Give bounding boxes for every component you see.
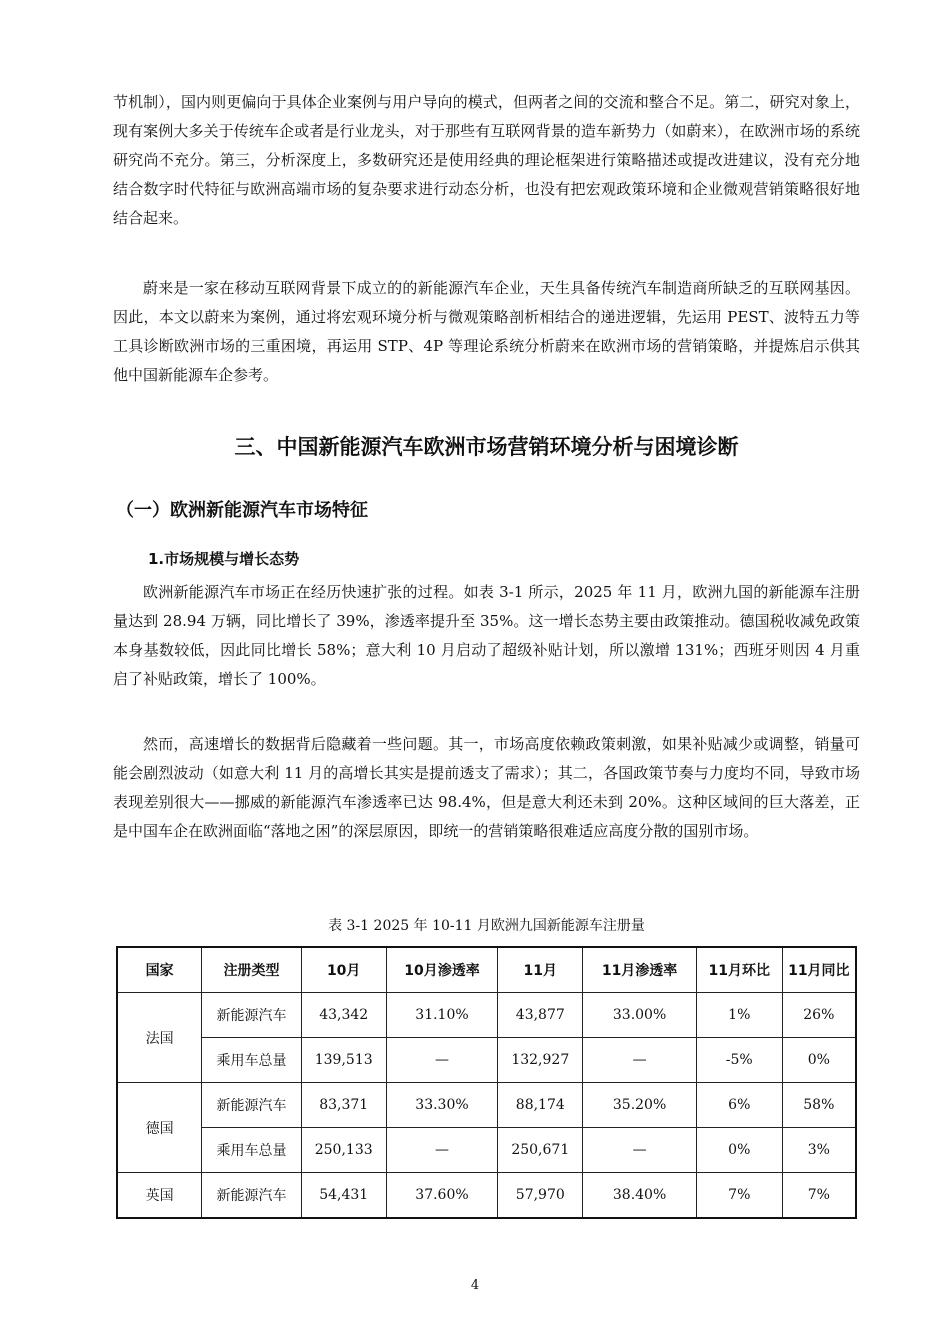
cell-oct: 139,513 — [301, 1038, 386, 1083]
subsubsection-heading: 1.市场规模与增长态势 — [148, 550, 300, 568]
section-heading: 三、中国新能源汽车欧洲市场营销环境分析与困境诊断 — [234, 435, 739, 459]
cell-country: 法国 — [117, 993, 202, 1083]
cell-nov-penetration: — — [583, 1128, 697, 1173]
cell-yoy: 58% — [782, 1083, 856, 1128]
cell-type: 乘用车总量 — [202, 1128, 302, 1173]
cell-nov-penetration: — — [583, 1038, 697, 1083]
header-nov-mom: 11月环比 — [696, 947, 782, 993]
cell-nov: 250,671 — [498, 1128, 583, 1173]
table-row — [117, 993, 856, 1038]
cell-type: 新能源汽车 — [202, 1173, 302, 1219]
cell-nov-penetration: 38.40% — [583, 1173, 697, 1219]
cell-oct-penetration: 33.30% — [386, 1083, 498, 1128]
cell-oct: 54,431 — [301, 1173, 386, 1219]
table-row — [117, 1173, 856, 1219]
cell-nov: 57,970 — [498, 1173, 583, 1219]
cell-mom: 7% — [696, 1173, 782, 1219]
table-caption: 表 3-1 2025 年 10-11 月欧洲九国新能源车注册量 — [328, 918, 645, 934]
table-row — [117, 1038, 856, 1083]
header-nov-penetration: 11月渗透率 — [583, 947, 697, 993]
header-type: 注册类型 — [202, 947, 302, 993]
cell-yoy: 3% — [782, 1128, 856, 1173]
paragraph-nio-case: 蔚来是一家在移动互联网背景下成立的的新能源汽车企业，天生具备传统汽车制造商所缺乏的互联网基因。因此，本文以蔚来为案例，通过将宏观环境分析与微观策略剖析相结合的递进逻辑，先运用 PEST、波特五力等工具诊断欧洲市场的三重困境，再运用 STP、4P 等理论系统分析蔚来在欧洲市场的营销策略，并提炼启示供其他中国新能源车企参考。 — [113, 279, 860, 384]
paragraph-market-scale: 欧洲新能源汽车市场正在经历快速扩张的过程。如表 3-1 所示，2025 年 11 月，欧洲九国的新能源车注册量达到 28.94 万辆，同比增长了 39%，渗透率提升至 35%。这一增长态势主要由政策推动。德国税收减免政策本身基数较低，因此同比增长 58%；意大利 10 月启动了超级补贴计划，所以激增 131%；西班牙则因 4 月重启了补贴政策，增长了 100%。 — [113, 583, 860, 688]
cell-yoy: 7% — [782, 1173, 856, 1219]
table-row — [117, 1128, 856, 1173]
cell-mom: 6% — [696, 1083, 782, 1128]
cell-mom: 1% — [696, 993, 782, 1038]
cell-country: 德国 — [117, 1083, 202, 1173]
cell-nov: 132,927 — [498, 1038, 583, 1083]
header-nov-yoy: 11月同比 — [782, 947, 856, 993]
cell-type: 乘用车总量 — [202, 1038, 302, 1083]
cell-yoy: 26% — [782, 993, 856, 1038]
cell-mom: 0% — [696, 1128, 782, 1173]
table-header-row — [117, 947, 856, 993]
cell-oct: 250,133 — [301, 1128, 386, 1173]
cell-country: 英国 — [117, 1173, 202, 1219]
cell-oct-penetration: 37.60% — [386, 1173, 498, 1219]
cell-type: 新能源汽车 — [202, 1083, 302, 1128]
subsection-heading: （一）欧洲新能源汽车市场特征 — [116, 500, 368, 521]
cell-nov: 88,174 — [498, 1083, 583, 1128]
cell-oct: 43,342 — [301, 993, 386, 1038]
header-nov: 11月 — [498, 947, 583, 993]
paragraph-market-issues: 然而，高速增长的数据背后隐藏着一些问题。其一，市场高度依赖政策刺激，如果补贴减少或调整，销量可能会剧烈波动（如意大利 11 月的高增长其实是提前透支了需求）；其二，各国政策节奏与力度均不同，导致市场表现差别很大——挪威的新能源汽车渗透率已达 98.4%，但是意大利还未到 20%。这种区域间的巨大落差，正是中国车企在欧洲面临“落地之困”的深层原因，即统一的营销策略很难适应高度分散的国别市场。 — [113, 735, 860, 840]
cell-type: 新能源汽车 — [202, 993, 302, 1038]
cell-mom: -5% — [696, 1038, 782, 1083]
header-oct: 10月 — [301, 947, 386, 993]
cell-oct-penetration: 31.10% — [386, 993, 498, 1038]
cell-nov-penetration: 35.20% — [583, 1083, 697, 1128]
cell-oct: 83,371 — [301, 1083, 386, 1128]
paragraph-intro-continued: 节机制），国内则更偏向于具体企业案例与用户导向的模式，但两者之间的交流和整合不足。第二，研究对象上，现有案例大多关于传统车企或者是行业龙头，对于那些有互联网背景的造车新势力（如蔚来），在欧洲市场的系统研究尚不充分。第三，分析深度上，多数研究还是使用经典的理论框架进行策略描述或提改进建议，没有充分地结合数字时代特征与欧洲高端市场的复杂要求进行动态分析，也没有把宏观政策环境和企业微观营销策略很好地结合起来。 — [113, 93, 860, 227]
cell-oct-penetration: — — [386, 1038, 498, 1083]
table-row — [117, 1083, 856, 1128]
cell-nov: 43,877 — [498, 993, 583, 1038]
header-oct-penetration: 10月渗透率 — [386, 947, 498, 993]
cell-oct-penetration: — — [386, 1128, 498, 1173]
page-number: 4 — [470, 1278, 480, 1293]
registration-table — [116, 946, 857, 1219]
header-country: 国家 — [117, 947, 202, 993]
cell-yoy: 0% — [782, 1038, 856, 1083]
cell-nov-penetration: 33.00% — [583, 993, 697, 1038]
